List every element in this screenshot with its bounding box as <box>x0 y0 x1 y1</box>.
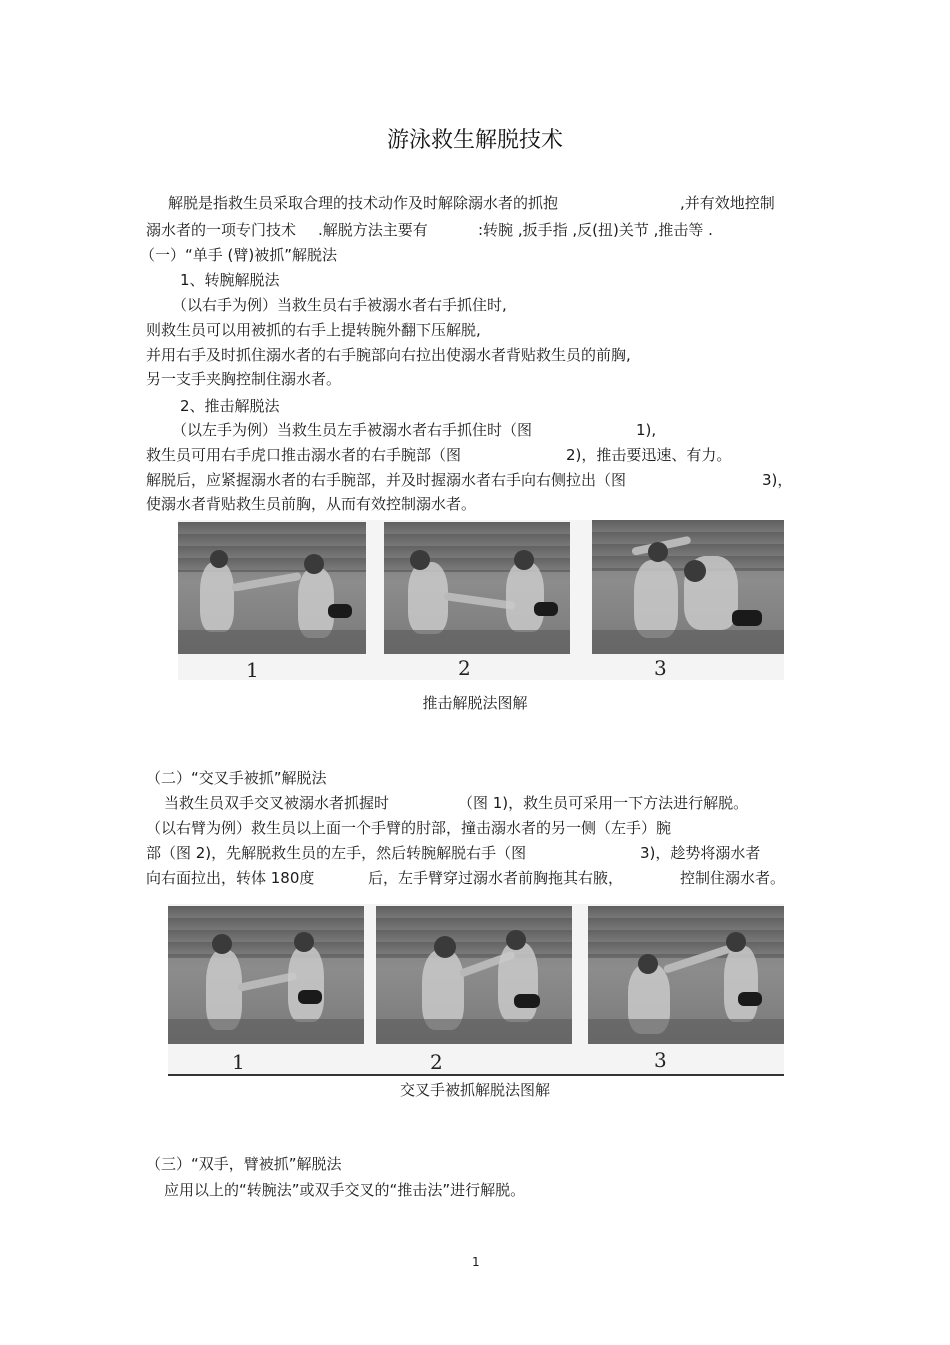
section2-line: 后，左手臂穿过溺水者前胸拖其右腋， <box>368 869 624 887</box>
page-number: 1 <box>472 1255 480 1269</box>
figure-baseline <box>168 1074 784 1076</box>
section2-line: 3)，趁势将溺水者 <box>640 844 761 862</box>
section1-sub2-line: 使溺水者背贴救生员前胸，从而有效控制溺水者。 <box>146 495 477 513</box>
section1-heading: （一）“单手 (臂)被抓”解脱法 <box>140 246 338 264</box>
section3-heading: （三）“双手，臂被抓”解脱法 <box>146 1155 342 1173</box>
figure-label: 2 <box>430 1050 443 1074</box>
figure-label: 3 <box>654 656 667 680</box>
figure-photo <box>376 906 572 1044</box>
figure-strip-1 <box>178 520 784 680</box>
figure-label: 1 <box>232 1050 245 1074</box>
section2-line: 当救生员双手交叉被溺水者抓握时 <box>164 794 390 812</box>
figure-label: 3 <box>654 1048 667 1072</box>
intro-line-2c: :转腕 ,扳手指 ,反(扭)关节 ,推击等 . <box>478 221 713 239</box>
section1-sub1-line: （以右手为例）当救生员右手被溺水者右手抓住时, <box>172 296 507 314</box>
section2-line: （图 1)，救生员可采用一下方法进行解脱。 <box>458 794 749 812</box>
intro-line-1a: 解脱是指救生员采取合理的技术动作及时解除溺水者的抓抱 <box>168 194 559 212</box>
figure-photo <box>384 522 570 654</box>
section1-sub2-line: （以左手为例）当救生员左手被溺水者右手抓住时（图 <box>172 421 533 439</box>
section2-line: （以右臂为例）救生员以上面一个手臂的肘部，撞击溺水者的另一侧（左手）腕 <box>146 819 672 837</box>
figure-caption-1: 推击解脱法图解 <box>422 694 528 712</box>
intro-line-2a: 溺水者的一项专门技术 <box>146 221 297 239</box>
section2-line: 向右面拉出，转体 180度 <box>146 869 315 887</box>
section3-line: 应用以上的“转腕法”或双手交叉的“推击法”进行解脱。 <box>164 1181 526 1199</box>
figure-photo <box>178 522 366 654</box>
section1-sub1-line: 并用右手及时抓住溺水者的右手腕部向右拉出使溺水者背贴救生员的前胸, <box>146 346 631 364</box>
section2-line: 部（图 2)，先解脱救生员的左手，然后转腕解脱右手（图 <box>146 844 527 862</box>
intro-line-1b: ,并有效地控制 <box>680 194 775 212</box>
figure-label: 2 <box>458 656 471 680</box>
figure-strip-2 <box>168 904 784 1076</box>
figure-caption-2: 交叉手被抓解脱法图解 <box>399 1081 550 1099</box>
section2-heading: （二）“交叉手被抓”解脱法 <box>146 769 327 787</box>
intro-line-2b: .解脱方法主要有 <box>318 221 428 239</box>
section1-sub2-line: 救生员可用右手虎口推击溺水者的右手腕部（图 <box>146 446 462 464</box>
section1-sub1-title: 1、转腕解脱法 <box>180 271 280 289</box>
document-title: 游泳救生解脱技术 <box>386 128 563 153</box>
figure-photo <box>588 906 784 1044</box>
section1-sub2-title: 2、推击解脱法 <box>180 397 280 415</box>
section1-sub1-line: 另一支手夹胸控制住溺水者。 <box>146 370 342 388</box>
section1-sub2-line: 解脱后，应紧握溺水者的右手腕部，并及时握溺水者右手向右侧拉出（图 <box>146 471 627 489</box>
figure-label: 1 <box>246 658 259 682</box>
section1-sub2-line: 3)， <box>762 471 793 489</box>
section1-sub2-line: 1), <box>636 421 657 439</box>
figure-photo <box>592 520 784 654</box>
section1-sub1-line: 则救生员可以用被抓的右手上提转腕外翻下压解脱, <box>146 321 481 339</box>
section2-line: 控制住溺水者。 <box>680 869 786 887</box>
figure-photo <box>168 906 364 1044</box>
section1-sub2-line: 2)，推击要迅速、有力。 <box>566 446 732 464</box>
